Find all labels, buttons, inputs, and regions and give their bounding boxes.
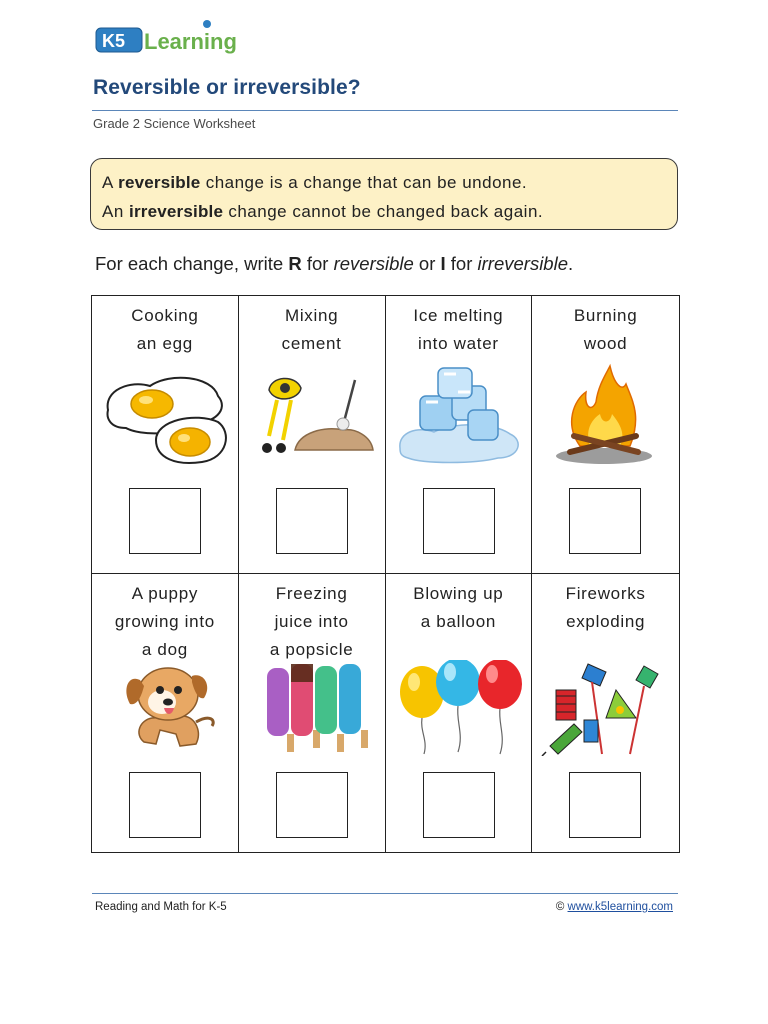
answer-box[interactable]: [276, 772, 348, 838]
campfire-icon: [540, 362, 671, 466]
item-blowing-balloon: [386, 574, 533, 852]
definition-reversible: A reversible change is a change that can be undone.: [102, 173, 528, 192]
title-divider: [92, 110, 678, 111]
item-label: A puppy growing into a dog: [114, 584, 215, 659]
answer-box[interactable]: [423, 488, 495, 554]
definition-irreversible: An irreversible change cannot be changed back again.: [102, 202, 544, 221]
item-mixing-cement: [239, 296, 386, 574]
item-label: Ice melting into water: [413, 306, 504, 353]
svg-text:K5: K5: [102, 31, 126, 51]
footer-divider: [92, 893, 678, 894]
answer-box[interactable]: [129, 772, 201, 838]
popsicles-icon: [247, 660, 377, 756]
fried-egg-icon: [100, 362, 230, 466]
answer-box[interactable]: [569, 488, 641, 554]
item-burning-wood: [532, 296, 679, 574]
item-label: Fireworks exploding: [565, 584, 646, 631]
cement-mixer-icon: [247, 362, 377, 466]
melting-ice-icon: [394, 362, 524, 466]
puppy-icon: [100, 660, 230, 756]
item-freezing-juice: [239, 574, 386, 852]
item-fireworks: [532, 574, 679, 852]
item-ice-melting: [386, 296, 533, 574]
item-label: Blowing up a balloon: [413, 584, 504, 631]
instructions: For each change, write R for reversible or I for irreversible.: [95, 253, 574, 274]
item-label: Cooking an egg: [131, 306, 199, 353]
page-subtitle: Grade 2 Science Worksheet: [93, 116, 256, 131]
answer-box[interactable]: [423, 772, 495, 838]
answer-box[interactable]: [569, 772, 641, 838]
svg-text:Learning: Learning: [144, 29, 237, 54]
item-label: Burning wood: [573, 306, 638, 353]
answer-box[interactable]: [276, 488, 348, 554]
page-title: Reversible or irreversible?: [93, 76, 361, 99]
changes-grid: [91, 295, 680, 853]
k5-learning-logo: [94, 18, 264, 58]
footer-tagline: Reading and Math for K-5: [95, 901, 227, 913]
website-link[interactable]: www.k5learning.com: [567, 901, 673, 913]
item-cooking-egg: [92, 296, 239, 574]
item-puppy-growing: [92, 574, 239, 852]
answer-box[interactable]: [129, 488, 201, 554]
balloons-icon: [394, 660, 524, 756]
item-label: Freezing juice into a popsicle: [269, 584, 354, 659]
footer-copyright: © www.k5learning.com: [555, 901, 673, 913]
item-label: Mixing cement: [281, 306, 342, 353]
fireworks-icon: [540, 660, 671, 756]
definition-box: [90, 158, 678, 230]
